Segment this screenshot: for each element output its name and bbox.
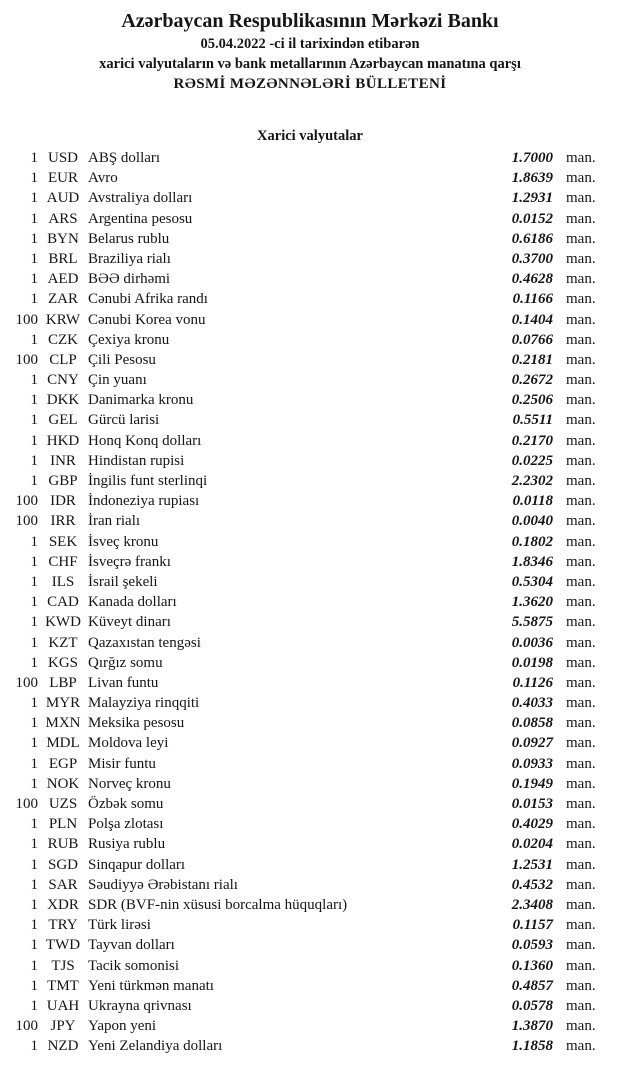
effective-date-line: 05.04.2022 -ci il tarixindən etibarən: [200, 36, 420, 52]
currency-qty: 100: [15, 674, 38, 691]
currency-qty: 1: [30, 977, 38, 994]
currency-qty: 1: [30, 957, 38, 974]
currency-qty: 1: [30, 533, 38, 550]
currency-name: SDR (BVF-nin xüsusi borcalma hüquqları): [88, 896, 348, 913]
unit-label: man.: [566, 473, 596, 489]
table-row: [0, 713, 620, 733]
currency-code: NOK: [46, 775, 80, 792]
table-row: [0, 249, 620, 269]
currency-qty: 100: [15, 796, 38, 812]
currency-name: Hindistan rupisi: [88, 452, 185, 469]
table-row: [0, 956, 620, 976]
currency-name: Türk lirəsi: [88, 917, 151, 934]
currency-rate: 0.1166: [512, 291, 553, 308]
currency-qty: 1: [30, 634, 38, 651]
currency-name: Gürcü larisi: [88, 412, 160, 429]
table-row: [0, 572, 620, 592]
unit-label: man.: [566, 836, 596, 853]
currency-name: Sinqapur dolları: [88, 856, 186, 873]
table-row: [0, 451, 620, 471]
table-row: [0, 229, 620, 249]
currency-name: Çili Pesosu: [88, 351, 156, 368]
currency-rate: 0.5304: [511, 573, 553, 590]
currency-code: CZK: [48, 331, 78, 348]
rates-table: [0, 148, 620, 1056]
currency-rate: 0.0933: [511, 755, 553, 772]
unit-label: man.: [566, 553, 596, 570]
currency-qty: 1: [30, 614, 38, 631]
currency-name: Özbək somu: [88, 796, 164, 812]
currency-code: GBP: [48, 473, 78, 489]
currency-code: EUR: [48, 170, 78, 187]
currency-rate: 0.2181: [511, 351, 553, 368]
currency-qty: 1: [30, 755, 38, 772]
table-row: [0, 612, 620, 632]
currency-rate: 0.0225: [511, 452, 553, 469]
table-row: [0, 875, 620, 895]
currency-code: KRW: [45, 311, 81, 328]
unit-label: man.: [566, 291, 596, 308]
currency-name: Misir funtu: [88, 755, 156, 772]
currency-code: ARS: [48, 210, 78, 227]
currency-rate: 0.0040: [511, 513, 553, 530]
unit-label: man.: [566, 876, 596, 893]
currency-qty: 1: [30, 291, 38, 308]
unit-label: man.: [566, 513, 596, 530]
currency-qty: 1: [30, 997, 38, 1014]
currency-rate: 0.4029: [511, 816, 553, 833]
currency-name: Braziliya rialı: [88, 250, 171, 267]
currency-rate: 0.5511: [512, 412, 553, 429]
unit-label: man.: [566, 452, 596, 469]
currency-code: INR: [50, 452, 76, 469]
currency-qty: 1: [30, 392, 38, 409]
unit-label: man.: [566, 210, 596, 227]
currency-code: JPY: [50, 1018, 76, 1035]
currency-qty: 1: [30, 432, 38, 449]
currency-code: SAR: [48, 876, 78, 893]
currency-code: CHF: [48, 553, 78, 570]
unit-label: man.: [566, 170, 596, 187]
currency-code: ZAR: [48, 291, 78, 308]
currency-name: İsveçrə frankı: [88, 553, 171, 570]
currency-qty: 1: [30, 695, 38, 712]
currency-qty: 1: [30, 170, 38, 187]
currency-name: Norveç kronu: [88, 775, 171, 792]
currency-rate: 1.2931: [511, 190, 553, 207]
unit-label: man.: [566, 190, 596, 207]
table-row: [0, 431, 620, 451]
currency-name: BƏƏ dirhəmi: [88, 271, 171, 288]
table-row: [0, 168, 620, 188]
currency-name: Honq Konq dolları: [88, 432, 202, 449]
currency-rate: 1.1858: [511, 1038, 553, 1055]
currency-code: BYN: [47, 230, 79, 247]
currency-qty: 1: [30, 473, 38, 489]
currency-name: İndoneziya rupiası: [88, 493, 200, 510]
table-row: [0, 511, 620, 531]
unit-label: man.: [566, 150, 596, 166]
currency-code: KZT: [48, 634, 78, 651]
currency-rate: 5.5875: [511, 614, 553, 631]
currency-code: HKD: [46, 432, 80, 449]
currency-rate: 0.4532: [511, 876, 553, 893]
table-row: [0, 976, 620, 996]
unit-label: man.: [566, 1018, 596, 1035]
currency-rate: 0.6186: [511, 230, 553, 247]
currency-rate: 0.0152: [511, 210, 553, 227]
currency-code: PLN: [48, 816, 78, 833]
table-row: [0, 693, 620, 713]
currency-code: DKK: [46, 392, 80, 409]
currency-name: Tayvan dolları: [88, 937, 175, 954]
currency-rate: 0.0036: [511, 634, 553, 651]
currency-code: EGP: [48, 755, 78, 772]
table-row: [0, 774, 620, 794]
currency-code: TJS: [51, 957, 75, 974]
currency-qty: 1: [30, 412, 38, 429]
currency-rate: 2.3408: [511, 896, 553, 913]
currency-qty: 1: [30, 210, 38, 227]
unit-label: man.: [566, 311, 596, 328]
currency-code: TWD: [45, 937, 81, 954]
table-row: [0, 935, 620, 955]
unit-label: man.: [566, 796, 596, 812]
currency-code: MXN: [45, 715, 81, 732]
currency-rate: 0.4857: [511, 977, 553, 994]
currency-code: SGD: [47, 856, 78, 873]
currency-code: TMT: [47, 977, 79, 994]
currency-qty: 1: [30, 553, 38, 570]
currency-qty: 1: [30, 775, 38, 792]
currency-name: Qırğız somu: [88, 654, 163, 671]
unit-label: man.: [566, 432, 596, 449]
currency-qty: 1: [30, 250, 38, 267]
currency-rate: 0.1360: [511, 957, 553, 974]
section-title-foreign-currencies: Xarici valyutalar: [257, 128, 363, 144]
table-row: [0, 633, 620, 653]
currency-rate: 0.2170: [511, 432, 553, 449]
currency-rate: 0.0204: [511, 836, 553, 853]
table-row: [0, 552, 620, 572]
table-row: [0, 269, 620, 289]
currency-rate: 0.0198: [511, 654, 553, 671]
table-row: [0, 471, 620, 491]
currency-code: GEL: [48, 412, 78, 429]
currency-rate: 1.3870: [511, 1018, 553, 1035]
currency-qty: 1: [30, 573, 38, 590]
currency-qty: 100: [15, 311, 38, 328]
unit-label: man.: [566, 1038, 596, 1055]
unit-label: man.: [566, 271, 596, 288]
currency-rate: 1.3620: [511, 594, 553, 611]
table-row: [0, 209, 620, 229]
currency-code: IRR: [50, 513, 76, 530]
table-row: [0, 410, 620, 430]
currency-qty: 1: [30, 896, 38, 913]
table-row: [0, 289, 620, 309]
unit-label: man.: [566, 331, 596, 348]
currency-rate: 0.4628: [511, 271, 553, 288]
currency-code: AED: [47, 271, 79, 288]
currency-name: İsveç kronu: [88, 533, 159, 550]
currency-qty: 1: [30, 715, 38, 732]
unit-label: man.: [566, 594, 596, 611]
unit-label: man.: [566, 816, 596, 833]
unit-label: man.: [566, 957, 596, 974]
unit-label: man.: [566, 351, 596, 368]
table-row: [0, 350, 620, 370]
currency-name: Meksika pesosu: [88, 715, 185, 732]
currency-name: Belarus rublu: [88, 230, 170, 247]
unit-label: man.: [566, 755, 596, 772]
currency-rate: 0.1126: [512, 674, 553, 691]
table-row: [0, 814, 620, 834]
currency-qty: 1: [30, 816, 38, 833]
table-row: [0, 310, 620, 330]
currency-name: İngilis funt sterlinqi: [88, 473, 208, 489]
unit-label: man.: [566, 937, 596, 954]
currency-rate: 1.2531: [511, 856, 553, 873]
currency-qty: 1: [30, 836, 38, 853]
currency-name: Rusiya rublu: [88, 836, 166, 853]
currency-name: ABŞ dolları: [88, 150, 161, 166]
table-row: [0, 834, 620, 854]
unit-label: man.: [566, 634, 596, 651]
table-row: [0, 148, 620, 168]
currency-qty: 1: [30, 856, 38, 873]
currency-rate: 0.0766: [511, 331, 553, 348]
currency-qty: 1: [30, 937, 38, 954]
currency-code: SEK: [48, 533, 78, 550]
currency-code: CAD: [47, 594, 79, 611]
currency-qty: 1: [30, 150, 38, 166]
currency-code: CLP: [49, 351, 77, 368]
currency-rate: 0.1404: [511, 311, 553, 328]
currency-name: Yeni türkmən manatı: [88, 977, 214, 994]
currency-code: AUD: [46, 190, 80, 207]
currency-name: Ukrayna qrivnası: [88, 997, 192, 1014]
table-row: [0, 673, 620, 693]
currency-qty: 1: [30, 372, 38, 389]
currency-rate: 1.8639: [511, 170, 553, 187]
currency-name: Avstraliya dolları: [88, 190, 193, 207]
currency-code: UAH: [46, 997, 80, 1014]
currency-name: Səudiyyə Ərəbistanı rialı: [88, 876, 238, 893]
currency-name: Moldova leyi: [88, 735, 169, 752]
currency-code: BRL: [48, 250, 78, 267]
currency-rate: 0.3700: [511, 250, 553, 267]
unit-label: man.: [566, 674, 596, 691]
currency-qty: 1: [30, 230, 38, 247]
currency-qty: 1: [30, 452, 38, 469]
currency-code: TRY: [48, 917, 78, 934]
currency-qty: 1: [30, 331, 38, 348]
currency-qty: 100: [15, 1018, 38, 1035]
unit-label: man.: [566, 715, 596, 732]
table-row: [0, 1036, 620, 1056]
currency-code: LBP: [49, 674, 77, 691]
table-row: [0, 491, 620, 511]
currency-name: Çexiya kronu: [88, 331, 170, 348]
currency-rate: 2.2302: [511, 473, 553, 489]
unit-label: man.: [566, 695, 596, 712]
currency-name: Cənubi Afrika randı: [88, 291, 208, 308]
currency-rate: 0.0578: [511, 997, 553, 1014]
currency-name: Argentina pesosu: [88, 210, 193, 227]
currency-name: Qazaxıstan tengəsi: [88, 634, 201, 651]
currency-qty: 100: [15, 493, 38, 510]
currency-qty: 1: [30, 594, 38, 611]
currency-rate: 1.8346: [511, 553, 553, 570]
table-row: [0, 855, 620, 875]
table-row: [0, 915, 620, 935]
currency-name: Avro: [88, 170, 118, 187]
unit-label: man.: [566, 493, 596, 510]
currency-code: XDR: [47, 896, 79, 913]
currency-qty: 100: [15, 351, 38, 368]
table-row: [0, 895, 620, 915]
currency-code: UZS: [48, 796, 78, 812]
currency-code: ILS: [51, 573, 75, 590]
currency-qty: 1: [30, 735, 38, 752]
currency-name: Küveyt dinarı: [88, 614, 171, 631]
currency-qty: 100: [15, 513, 38, 530]
currency-rate: 0.1949: [511, 775, 553, 792]
currency-rate: 0.1157: [512, 917, 553, 934]
table-row: [0, 1016, 620, 1036]
currency-code: KGS: [47, 654, 78, 671]
unit-label: man.: [566, 614, 596, 631]
currency-code: MDL: [46, 735, 80, 752]
unit-label: man.: [566, 775, 596, 792]
unit-label: man.: [566, 735, 596, 752]
table-row: [0, 653, 620, 673]
currency-rate: 0.0593: [511, 937, 553, 954]
currency-name: Yeni Zelandiya dolları: [88, 1038, 223, 1055]
currency-name: Yapon yeni: [88, 1018, 157, 1035]
table-row: [0, 532, 620, 552]
currency-name: Çin yuanı: [88, 372, 147, 389]
currency-name: İran rialı: [88, 513, 141, 530]
document-subtitle: xarici valyutaların və bank metallarının Azərbaycan manatına qarşı: [99, 56, 521, 72]
unit-label: man.: [566, 412, 596, 429]
unit-label: man.: [566, 230, 596, 247]
currency-qty: 1: [30, 917, 38, 934]
unit-label: man.: [566, 372, 596, 389]
table-row: [0, 330, 620, 350]
table-row: [0, 996, 620, 1016]
currency-name: İsrail şekeli: [88, 573, 158, 590]
unit-label: man.: [566, 856, 596, 873]
table-row: [0, 794, 620, 814]
currency-rate: 0.1802: [511, 533, 553, 550]
currency-code: NZD: [47, 1038, 79, 1055]
currency-name: Polşa zlotası: [88, 816, 164, 833]
currency-qty: 1: [30, 1038, 38, 1055]
table-row: [0, 754, 620, 774]
currency-rate: 1.7000: [511, 150, 553, 166]
unit-label: man.: [566, 533, 596, 550]
unit-label: man.: [566, 392, 596, 409]
currency-rate: 0.0153: [511, 796, 553, 812]
currency-qty: 1: [30, 190, 38, 207]
currency-rate: 0.4033: [511, 695, 553, 712]
currency-name: Kanada dolları: [88, 594, 177, 611]
currency-code: KWD: [45, 614, 81, 631]
unit-label: man.: [566, 917, 596, 934]
table-row: [0, 592, 620, 612]
currency-qty: 1: [30, 271, 38, 288]
table-row: [0, 390, 620, 410]
table-row: [0, 733, 620, 753]
currency-name: Cənubi Korea vonu: [88, 311, 206, 328]
currency-rate: 0.0118: [512, 493, 553, 510]
currency-name: Danimarka kronu: [88, 392, 194, 409]
table-row: [0, 370, 620, 390]
unit-label: man.: [566, 573, 596, 590]
currency-name: Malayziya rinqqiti: [88, 695, 200, 712]
unit-label: man.: [566, 896, 596, 913]
currency-qty: 1: [30, 654, 38, 671]
currency-code: CNY: [47, 372, 79, 389]
currency-rate: 0.0858: [511, 715, 553, 732]
currency-rate: 0.2672: [511, 372, 553, 389]
bulletin-title: RƏSMİ MƏZƏNNƏLƏRİ BÜLLETENİ: [173, 76, 447, 92]
unit-label: man.: [566, 250, 596, 267]
unit-label: man.: [566, 997, 596, 1014]
currency-rate: 0.2506: [511, 392, 553, 409]
currency-code: USD: [47, 150, 78, 166]
currency-code: MYR: [45, 695, 81, 712]
table-row: [0, 188, 620, 208]
currency-code: RUB: [47, 836, 79, 853]
currency-code: IDR: [50, 493, 76, 510]
currency-name: Tacik somonisi: [88, 957, 180, 974]
currency-rate: 0.0927: [511, 735, 553, 752]
unit-label: man.: [566, 977, 596, 994]
currency-qty: 1: [30, 876, 38, 893]
unit-label: man.: [566, 654, 596, 671]
document-title: Azərbaycan Respublikasının Mərkəzi Bankı: [121, 10, 499, 32]
currency-name: Livan funtu: [88, 674, 159, 691]
